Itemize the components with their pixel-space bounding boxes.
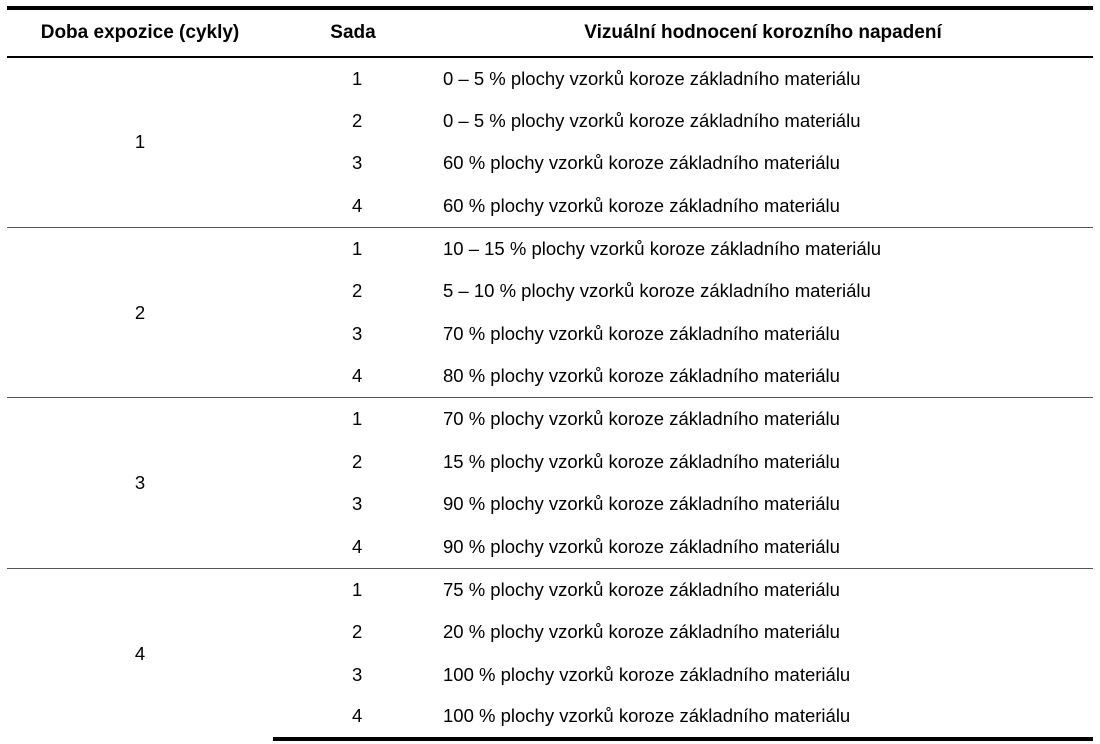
set-cell: 3 <box>352 493 363 515</box>
set-cell: 2 <box>352 621 363 643</box>
assessment-cell: 90 % plochy vzorků koroze základního materiálu <box>443 493 840 515</box>
table-header <box>7 8 1093 57</box>
assessment-cell: 80 % plochy vzorků koroze základního materiálu <box>443 365 840 387</box>
cycle-group <box>7 227 1093 397</box>
table-row <box>7 568 1093 611</box>
assessment-cell: 70 % plochy vzorků koroze základního materiálu <box>443 322 840 344</box>
assessment-cell: 100 % plochy vzorků koroze základního materiálu <box>433 696 1093 739</box>
assessment-cell: 60 % plochy vzorků koroze základního materiálu <box>443 152 840 174</box>
table-row <box>7 57 1093 100</box>
set-cell: 1 <box>273 568 433 611</box>
cycle-cell: 2 <box>7 227 273 397</box>
header-row <box>7 8 1093 57</box>
corrosion-table-container <box>7 6 1093 741</box>
set-cell: 4 <box>352 365 363 387</box>
assessment-cell: 0 – 5 % plochy vzorků koroze základního materiálu <box>443 109 861 131</box>
cycle-cell: 1 <box>134 131 146 153</box>
cycle-cell: 3 <box>7 398 273 568</box>
set-cell: 1 <box>273 398 433 441</box>
cycle-cell: 4 <box>7 568 273 738</box>
header-visual-assessment: Vizuální hodnocení korozního napadení <box>433 8 1093 57</box>
cycle-group <box>7 57 1093 227</box>
assessment-cell: 100 % plochy vzorků koroze základního materiálu <box>443 663 851 685</box>
assessment-cell: 5 – 10 % plochy vzorků koroze základního materiálu <box>443 280 871 302</box>
assessment-cell: 75 % plochy vzorků koroze základního materiálu <box>433 568 1093 611</box>
assessment-cell: 0 – 5 % plochy vzorků koroze základního materiálu <box>443 67 861 89</box>
set-cell: 3 <box>352 152 363 174</box>
corrosion-assessment-table <box>7 6 1093 741</box>
assessment-cell: 10 – 15 % plochy vzorků koroze základního materiálu <box>433 227 1093 270</box>
table-row <box>7 227 1093 270</box>
assessment-cell: 20 % plochy vzorků koroze základního materiálu <box>443 621 840 643</box>
assessment-cell: 70 % plochy vzorků koroze základního materiálu <box>433 398 1093 441</box>
set-cell: 2 <box>352 109 363 131</box>
assessment-cell: 15 % plochy vzorků koroze základního materiálu <box>443 450 840 472</box>
assessment-cell: 90 % plochy vzorků koroze základního materiálu <box>443 535 840 557</box>
set-cell: 2 <box>352 280 363 302</box>
set-cell: 4 <box>273 696 433 739</box>
cycle-group <box>7 568 1093 738</box>
header-exposure-time: Doba expozice (cykly) <box>7 8 273 57</box>
set-cell: 3 <box>352 322 363 344</box>
set-cell: 1 <box>273 227 433 270</box>
table-row <box>7 398 1093 441</box>
set-cell: 1 <box>352 67 363 89</box>
set-cell: 4 <box>352 535 363 557</box>
assessment-cell: 60 % plochy vzorků koroze základního materiálu <box>443 194 840 216</box>
set-cell: 3 <box>352 663 363 685</box>
cycle-group <box>7 398 1093 568</box>
set-cell: 4 <box>352 194 363 216</box>
header-set: Sada <box>273 8 433 57</box>
set-cell: 2 <box>352 450 363 472</box>
